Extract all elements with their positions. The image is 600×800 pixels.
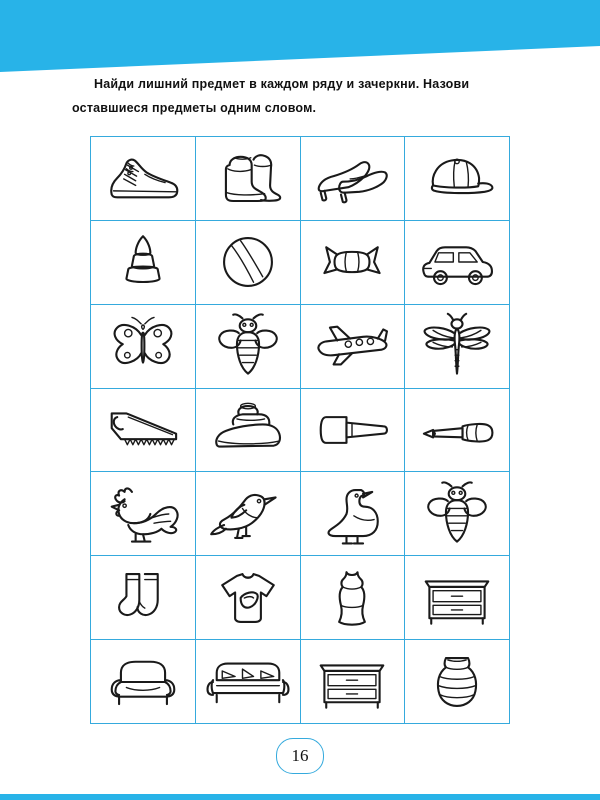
screwdriver-icon: [411, 392, 503, 468]
grid-cell[interactable]: [301, 221, 406, 305]
airplane-icon: [306, 308, 398, 384]
grid-cell[interactable]: [405, 137, 510, 221]
bird-icon: [202, 476, 294, 552]
bee-icon: [411, 476, 503, 552]
vase-icon: [411, 644, 503, 720]
grid-cell[interactable]: [91, 556, 196, 640]
grid-cell[interactable]: [196, 389, 301, 473]
page-number: 16: [276, 738, 324, 774]
grid-cell[interactable]: [196, 305, 301, 389]
dress-icon: [306, 560, 398, 636]
armchair-icon: [97, 644, 189, 720]
high-heel-shoe-icon: [306, 140, 398, 216]
grid-cell[interactable]: [405, 640, 510, 724]
grid-cell[interactable]: [405, 221, 510, 305]
grid-cell[interactable]: [196, 640, 301, 724]
butterfly-icon: [97, 308, 189, 384]
grid-cell[interactable]: [196, 137, 301, 221]
grid-cell[interactable]: [301, 556, 406, 640]
boot-icon: [202, 140, 294, 216]
grid-cell[interactable]: [405, 305, 510, 389]
grid-cell[interactable]: [405, 556, 510, 640]
grid-cell[interactable]: [91, 389, 196, 473]
grid-cell[interactable]: [196, 472, 301, 556]
bottom-strip: [0, 794, 600, 800]
grid-cell[interactable]: [91, 472, 196, 556]
goose-icon: [306, 476, 398, 552]
grid-cell[interactable]: [301, 389, 406, 473]
nightstand-icon: [306, 644, 398, 720]
grid-cell[interactable]: [91, 640, 196, 724]
ball-icon: [202, 224, 294, 300]
grid-cell[interactable]: [196, 221, 301, 305]
rooster-icon: [97, 476, 189, 552]
shoe-icon: [97, 140, 189, 216]
top-banner: [0, 0, 600, 72]
grid-cell[interactable]: [91, 137, 196, 221]
grid-cell[interactable]: [301, 640, 406, 724]
grid-cell[interactable]: [91, 221, 196, 305]
grid-cell[interactable]: [301, 472, 406, 556]
sofa-icon: [202, 644, 294, 720]
grid-cell[interactable]: [196, 556, 301, 640]
grid-cell[interactable]: [405, 472, 510, 556]
candy-icon: [306, 224, 398, 300]
tshirt-icon: [202, 560, 294, 636]
grid-cell[interactable]: [301, 137, 406, 221]
grid-cell[interactable]: [91, 305, 196, 389]
iron-icon: [202, 392, 294, 468]
saw-icon: [97, 392, 189, 468]
dragonfly-icon: [411, 308, 503, 384]
task-instructions: [72, 72, 532, 121]
socks-icon: [97, 560, 189, 636]
cap-icon: [411, 140, 503, 216]
nightstand-icon: [411, 560, 503, 636]
hammer-icon: [306, 392, 398, 468]
grid-cell[interactable]: [301, 305, 406, 389]
picture-grid: [90, 136, 510, 724]
instruction-line-2: оставшиеся предметы одним словом.: [72, 101, 317, 116]
instruction-line-1: Найди лишний предмет в каждом ряду и зачеркни. Назови: [94, 77, 470, 91]
bee-icon: [202, 308, 294, 384]
pyramid-toy-icon: [97, 224, 189, 300]
grid-cell[interactable]: [405, 389, 510, 473]
toy-car-icon: [411, 224, 503, 300]
